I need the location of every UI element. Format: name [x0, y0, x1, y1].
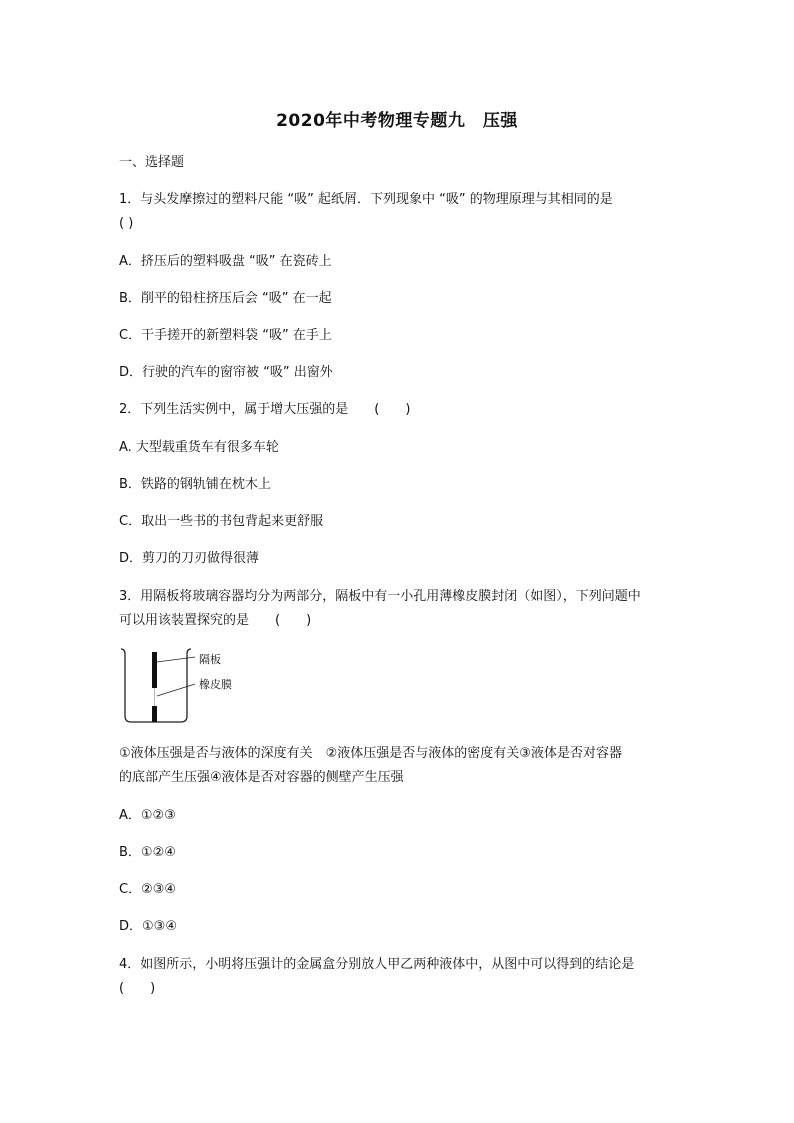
question-4-stem-line-1: 4．如图所示，小明将压强计的金属盒分别放人甲乙两种液体中，从图中可以得到的结论是	[119, 957, 635, 972]
question-3-stem-line-2: 可以用该装置探究的是 ( )	[119, 613, 312, 628]
question-3-conditions-line-1: ①液体压强是否与液体的深度有关 ②液体压强是否与液体的密度有关③液体是否对容器	[119, 746, 622, 761]
question-3-option-b: B．①②④	[119, 845, 176, 860]
question-2-option-c: C．取出一些书的书包背起来更舒服	[119, 514, 324, 529]
container-partition-figure	[119, 646, 249, 726]
question-1-option-a: A．挤压后的塑料吸盘 “吸” 在瓷砖上	[119, 254, 332, 269]
question-1-option-c: C．干手搓开的新塑料袋 “吸” 在手上	[119, 328, 332, 343]
partition-label: 隔板	[199, 653, 221, 666]
partition-leader-line	[157, 657, 195, 662]
question-2-option-d: D．剪刀的刀刃做得很薄	[119, 551, 260, 566]
question-1-option-d: D．行驶的汽车的窗帘被 “吸” 出窗外	[119, 365, 333, 380]
question-3-option-c: C．②③④	[119, 882, 177, 897]
question-3-conditions-line-2: 的底部产生压强④液体是否对容器的侧壁产生压强	[119, 770, 404, 785]
membrane-leader-line	[157, 684, 195, 696]
page-title: 2020年中考物理专题九 压强	[276, 111, 518, 131]
question-3-stem-line-1: 3．用隔板将玻璃容器均分为两部分，隔板中有一小孔用薄橡皮膜封闭（如图），下列问题中	[119, 589, 641, 604]
membrane-label: 橡皮膜	[199, 678, 232, 691]
partition-lower	[152, 706, 157, 722]
question-1-option-b: B．削平的铅柱挤压后会 “吸” 在一起	[119, 291, 332, 306]
question-3-option-a: A．①②③	[119, 808, 176, 823]
question-3-option-d: D．①③④	[119, 919, 177, 934]
partition-upper	[152, 652, 157, 688]
question-1-stem-line-1: 1．与头发摩擦过的塑料尺能 “吸” 起纸屑．下列现象中 “吸” 的物理原理与其相同的是	[119, 192, 613, 207]
section-heading: 一、选择题	[119, 155, 185, 170]
question-2-option-a: A. 大型载重货车有很多车轮	[119, 440, 279, 455]
question-2-stem: 2．下列生活实例中，属于增大压强的是 ( )	[119, 402, 411, 417]
question-4-stem-line-2: ( )	[119, 981, 156, 996]
question-1-stem-line-2: ( )	[119, 216, 134, 231]
question-2-option-b: B．铁路的钢轨铺在枕木上	[119, 477, 271, 492]
